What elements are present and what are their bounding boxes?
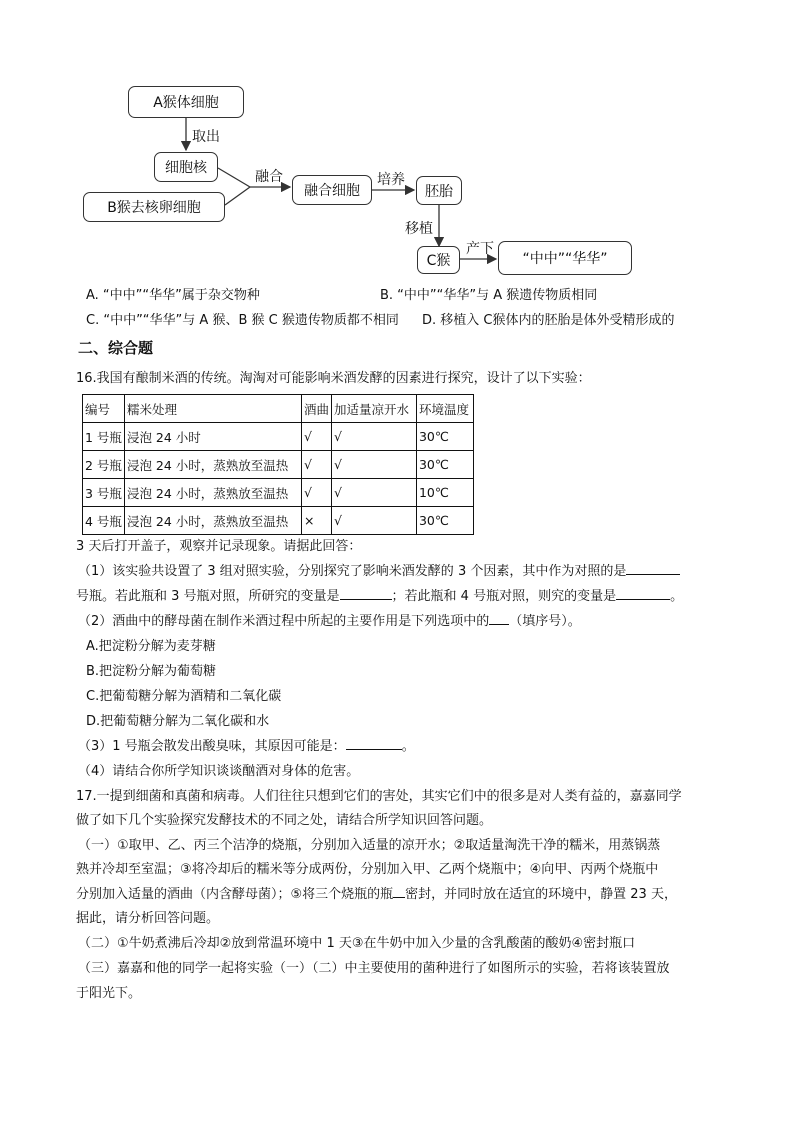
q16-option-c: C.把葡萄糖分解为酒精和二氧化碳: [86, 689, 282, 704]
q17-line1: 17.一提到细菌和真菌和病毒。人们往往只想到它们的害处，其实它们中的很多是对人类有益的，嘉嘉同学: [76, 789, 682, 804]
label-transplant: 移植: [405, 221, 433, 237]
q15-option-b: B. “中中”“华华”与 A 猴遗传物质相同: [380, 288, 598, 303]
label-fuse: 融合: [255, 169, 283, 185]
q16-part3-text: 。: [401, 739, 415, 754]
q15-option-c: C. “中中”“华华”与 A 猴、B 猴 C 猴遗传物质都不相同: [86, 313, 399, 328]
box-c-monkey: C猴: [417, 246, 460, 274]
table-cell: √: [331, 507, 416, 535]
table-cell: 30℃: [416, 507, 473, 535]
table-cell: 1 号瓶: [83, 423, 125, 451]
label-culture: 培养: [377, 172, 405, 188]
q17-line5-text: 分别加入适量的酒曲（内含酵母菌）；⑤将三个烧瓶的瓶: [76, 887, 394, 902]
table-cell: 10℃: [416, 479, 473, 507]
q17-line9: 于阳光下。: [76, 986, 142, 1001]
q16-option-d: D.把葡萄糖分解为二氧化碳和水: [86, 714, 270, 729]
q16-part1-line2: [76, 587, 683, 607]
q16-part2-text: （2）酒曲中的酵母菌在制作米酒过程中所起的主要作用是下列选项中的: [78, 614, 490, 629]
table-row: [83, 507, 474, 535]
box-embryo: 胚胎: [416, 176, 462, 205]
label-birth: 产下: [466, 241, 494, 257]
table-cell: √: [331, 423, 416, 451]
q16-stem: 16.我国有酿制米酒的传统。淘淘对可能影响米酒发酵的因素进行探究，设计了以下实验：: [76, 371, 591, 386]
table-cell: 浸泡 24 小时，蒸熟放至温热: [124, 507, 301, 535]
table-row: [83, 479, 474, 507]
answer-blank[interactable]: [393, 885, 405, 898]
table-cell: 浸泡 24 小时，蒸熟放至温热: [124, 479, 301, 507]
table-header: 加适量凉开水: [331, 395, 416, 423]
q16-option-a: A.把淀粉分解为麦芽糖: [86, 639, 216, 654]
q17-line6: 据此，请分析回答问题。: [76, 911, 220, 926]
box-nucleus: 细胞核: [154, 152, 218, 182]
q16-part1-text: 。: [670, 589, 684, 604]
label-extract: 取出: [192, 129, 220, 145]
box-offspring: “中中”“华华”: [498, 241, 632, 275]
table-header: 酒曲: [301, 395, 331, 423]
table-header: 编号: [83, 395, 125, 423]
q16-part2: [78, 612, 581, 632]
table-cell: 2 号瓶: [83, 451, 125, 479]
table-cell: 4 号瓶: [83, 507, 125, 535]
q17-line4: 熟并冷却至室温；③将冷却后的糯米等分成两份，分别加入甲、乙两个烧瓶中；④向甲、丙两个烧瓶中: [76, 862, 659, 877]
experiment-table: [82, 394, 474, 535]
section-title: 二、综合题: [78, 339, 154, 357]
q16-part1-text: 号瓶。若此瓶和 3 号瓶对照，所研究的变量是: [76, 589, 340, 604]
q16-part3-text: （3）1 号瓶会散发出酸臭味，其原因可能是：: [78, 739, 346, 754]
box-b-monkey-egg: B猴去核卵细胞: [83, 192, 225, 222]
table-cell: √: [331, 479, 416, 507]
table-cell: 30℃: [416, 423, 473, 451]
q17-line8: （三）嘉嘉和他的同学一起将实验（一）（二）中主要使用的菌种进行了如图所示的实验，若将该装置放: [78, 961, 670, 976]
box-a-monkey-cell: A猴体细胞: [128, 86, 244, 118]
q15-option-d: D. 移植入 C猴体内的胚胎是体外受精形成的: [422, 313, 675, 328]
q17-line3: （一）①取甲、乙、丙三个洁净的烧瓶，分别加入适量的凉开水；②取适量淘洗干净的糯米，用蒸锅蒸: [78, 838, 661, 853]
q16-part4: （4）请结合你所学知识谈谈酗酒对身体的危害。: [78, 764, 360, 779]
table-cell: 30℃: [416, 451, 473, 479]
table-cell: ×: [301, 507, 331, 535]
answer-blank[interactable]: [346, 737, 402, 750]
q17-line5: [76, 885, 677, 905]
answer-blank[interactable]: [626, 562, 680, 575]
answer-blank[interactable]: [616, 587, 670, 600]
table-header: 环境温度: [416, 395, 473, 423]
diagram-arrows: [0, 0, 794, 290]
q15-option-a: A. “中中”“华华”属于杂交物种: [86, 288, 260, 303]
table-header-row: [83, 395, 474, 423]
table-cell: √: [301, 451, 331, 479]
q16-part2-text: （填序号）。: [509, 614, 581, 629]
q16-part1-text: ；若此瓶和 4 号瓶对照，则究的变量是: [391, 589, 617, 604]
q17-line5-text: 密封，并同时放在适宜的环境中，静置 23 天，: [405, 887, 677, 902]
table-cell: √: [301, 423, 331, 451]
q16-part3: [78, 737, 415, 757]
table-cell: 浸泡 24 小时，蒸熟放至温热: [124, 451, 301, 479]
q17-line2: 做了如下几个实验探究发酵技术的不同之处，请结合所学知识回答问题。: [76, 813, 493, 828]
q16-option-b: B.把淀粉分解为葡萄糖: [86, 664, 217, 679]
table-cell: 浸泡 24 小时: [124, 423, 301, 451]
table-cell: √: [301, 479, 331, 507]
table-row: [83, 451, 474, 479]
q16-part1-line1: [78, 562, 680, 582]
q16-after-table: 3 天后打开盖子，观察并记录现象。请据此回答：: [76, 539, 362, 554]
answer-blank[interactable]: [340, 587, 392, 600]
box-fused-cell: 融合细胞: [292, 175, 372, 205]
answer-blank[interactable]: [489, 612, 509, 625]
table-row: [83, 423, 474, 451]
table-cell: √: [331, 451, 416, 479]
q17-line7: （二）①牛奶煮沸后冷却②放到常温环境中 1 天③在牛奶中加入少量的含乳酸菌的酸奶④密封瓶口: [78, 936, 636, 951]
q16-part1-text: （1）该实验共设置了 3 组对照实验，分别探究了影响米酒发酵的 3 个因素，其中作为对照的是: [78, 564, 627, 579]
table-header: 糯米处理: [124, 395, 301, 423]
table-cell: 3 号瓶: [83, 479, 125, 507]
